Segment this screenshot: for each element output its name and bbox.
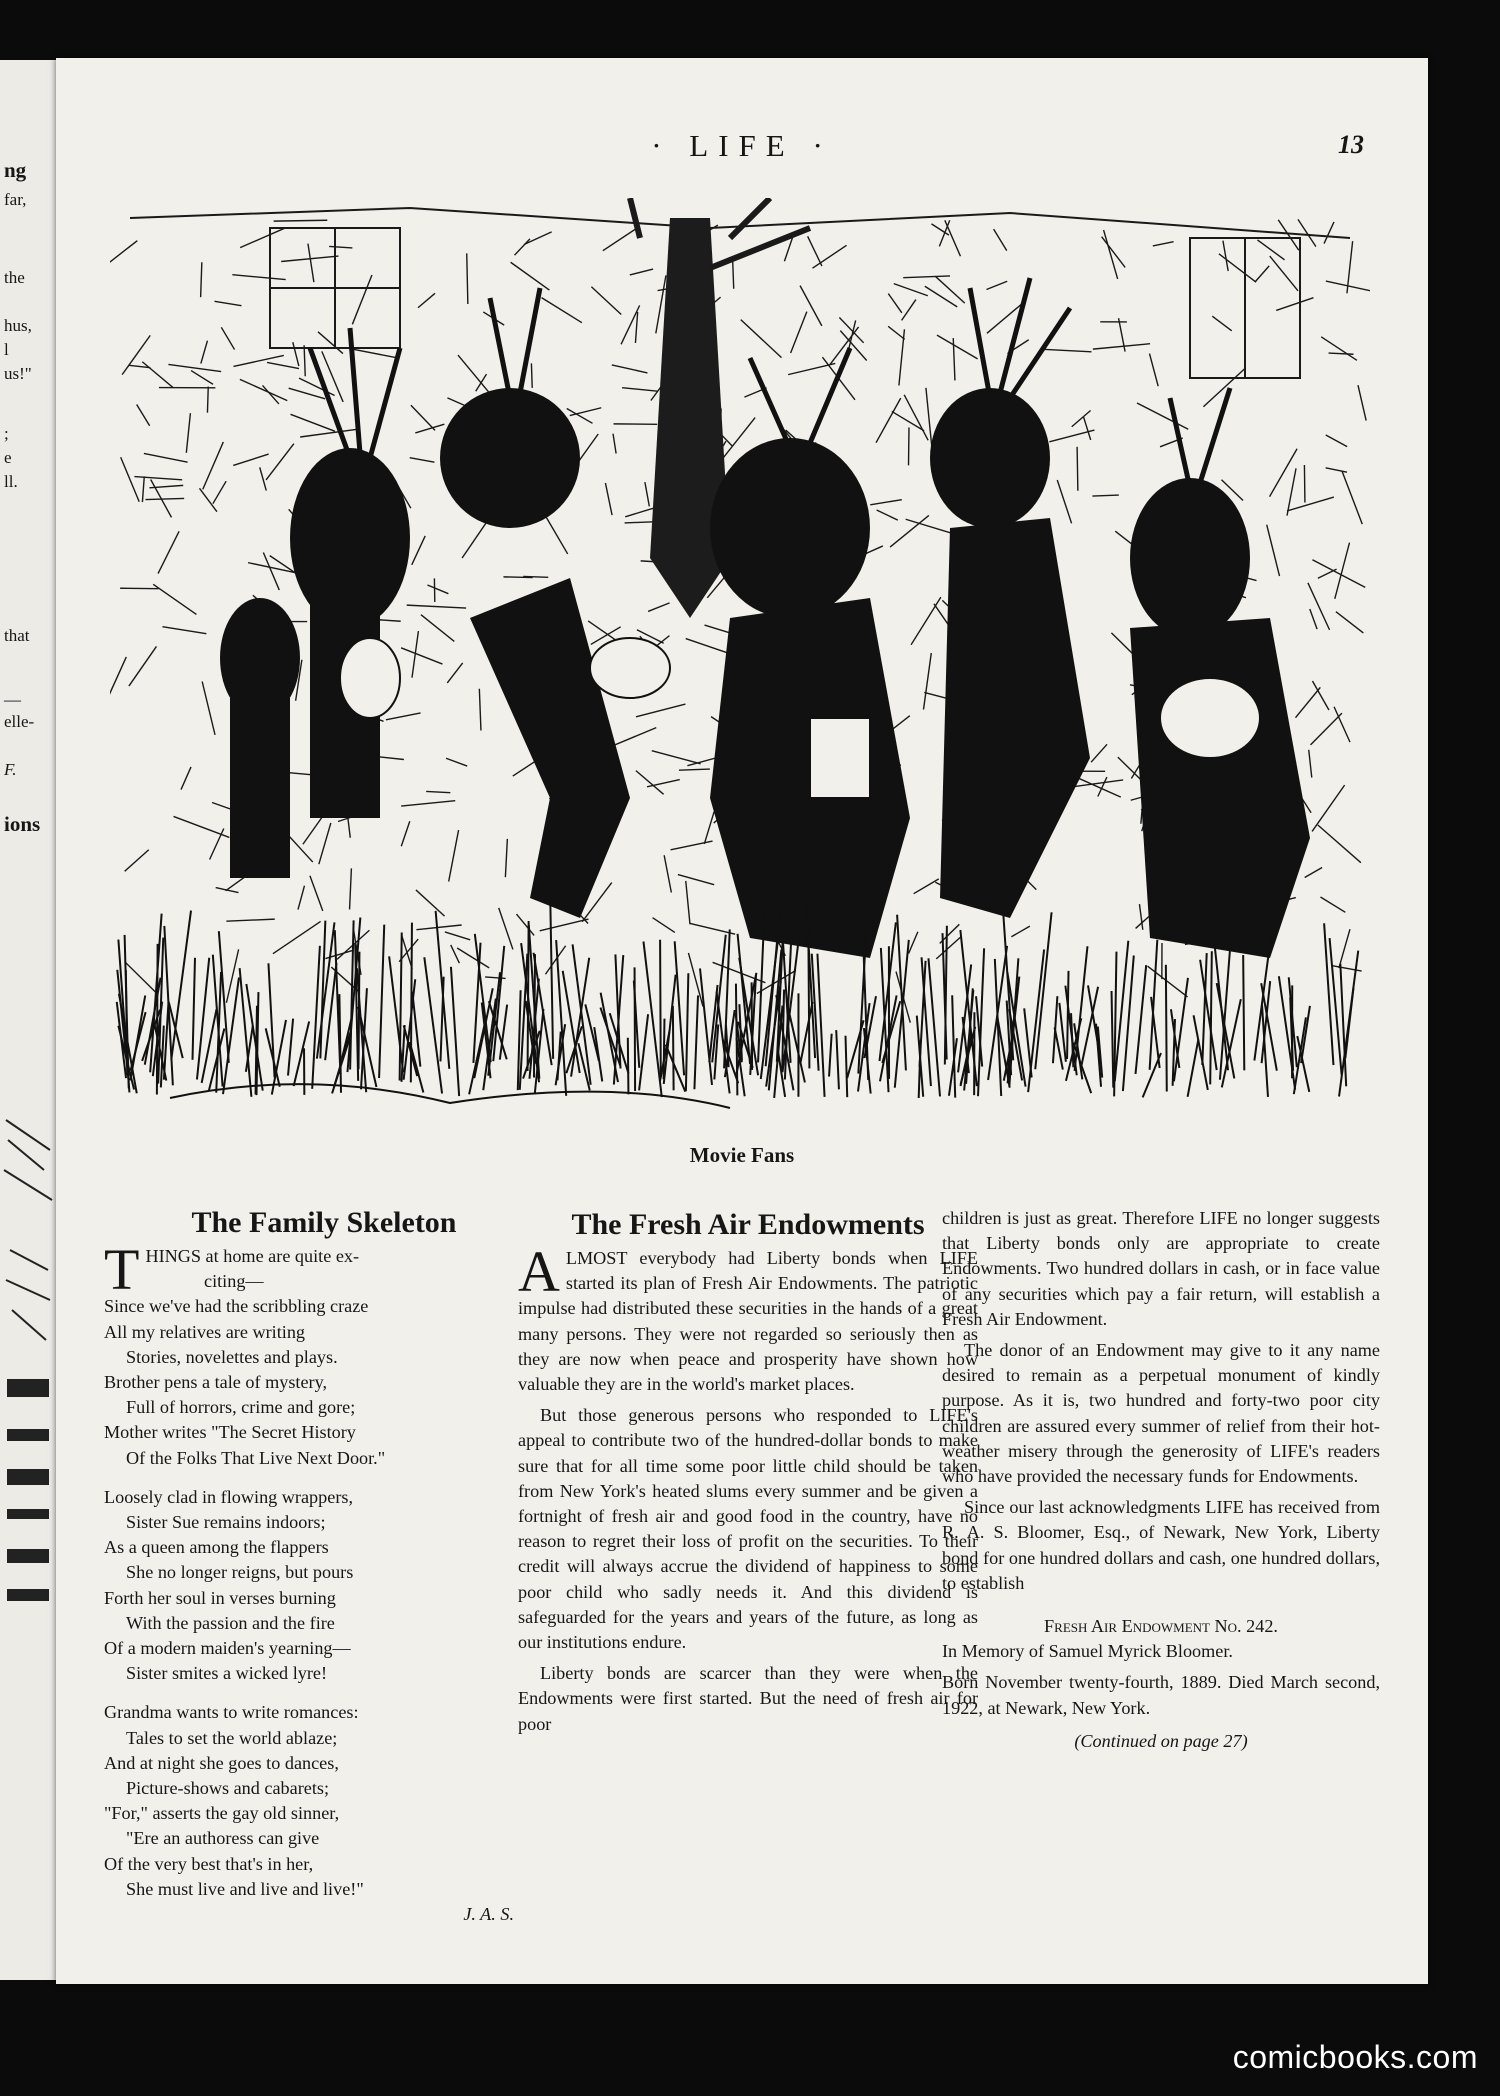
poem-line: With the passion and the fire: [126, 1612, 335, 1633]
poem-signature: J. A. S.: [463, 1904, 514, 1925]
previous-page-edge: [0, 60, 60, 1980]
poem-line: Sister smites a wicked lyre!: [126, 1663, 328, 1684]
poem-line: Of the very best that's in her,: [104, 1853, 314, 1874]
poem-line: "For," asserts the gay old sinner,: [104, 1803, 340, 1824]
prev-page-illustration-fragment: [0, 1110, 56, 1670]
endowment-heading: Fresh Air Endowment No. 242.: [1044, 1616, 1278, 1637]
poem-stanza-1: [104, 1237, 544, 1471]
illustration-caption: Movie Fans: [689, 1143, 795, 1167]
article-dropcap: A: [518, 1239, 560, 1304]
article-title: The Fresh Air Endowments: [571, 1208, 925, 1241]
poem-line: Stories, novelettes and plays.: [126, 1346, 338, 1367]
prev-page-fragment: us!": [4, 364, 32, 383]
poem-line: As a queen among the flappers: [104, 1537, 329, 1558]
poem-line: Mother writes "The Secret History: [104, 1422, 356, 1443]
poem-line: All my relatives are writing: [104, 1321, 306, 1342]
article-column-1: [518, 1206, 978, 1743]
poem-title: The Family Skeleton: [191, 1206, 457, 1239]
page-header: [56, 126, 1428, 166]
prev-page-fragment: ng: [4, 158, 27, 182]
poem-line: She must live and live and live!": [126, 1878, 364, 1899]
masthead: · LIFE ·: [651, 128, 833, 163]
poem-line: And at night she goes to dances,: [104, 1752, 339, 1773]
endowment-memory-line: In Memory of Samuel Myrick Bloomer.: [942, 1641, 1233, 1662]
poem-line: citing—: [204, 1271, 264, 1292]
article-column-2: [942, 1206, 1380, 1754]
poem-line: Tales to set the world ablaze;: [126, 1727, 338, 1748]
poem-line: Grandma wants to write romances:: [104, 1702, 359, 1723]
movie-fans-illustration: [110, 198, 1370, 1138]
poem-line: Forth her soul in verses burning: [104, 1587, 336, 1608]
prev-page-fragment: e: [4, 448, 12, 467]
page-number: 13: [1338, 130, 1364, 159]
prev-page-fragment: hus,: [4, 316, 32, 335]
poem-line: Full of horrors, crime and gore;: [126, 1397, 356, 1418]
poem-line: "Ere an authoress can give: [126, 1828, 320, 1849]
poem-line: Brother pens a tale of mystery,: [104, 1372, 328, 1393]
magazine-page: [56, 58, 1428, 1984]
poem-line: Of a modern maiden's yearning—: [104, 1638, 351, 1659]
poem-line: Sister Sue remains indoors;: [126, 1512, 326, 1533]
site-watermark: comicbooks.com: [1232, 2039, 1478, 2075]
article-paragraph-text: LMOST everybody had Liberty bonds when LIFE started its plan of Fresh Air Endowments. The patriotic impulse had distributed these securities in the hands of a great many persons. They were not regarded so seriously then as they are now when peace and prosperity have shown how valuable they are in the world's market places.: [518, 1248, 978, 1395]
article-paragraph: Liberty bonds are scarcer than they were when the Endowments were first started. But the need of fresh air for poor: [518, 1663, 978, 1734]
poem-line: Picture-shows and cabarets;: [126, 1778, 330, 1799]
poem-stanza-2: [104, 1485, 544, 1687]
prev-page-fragment: F.: [4, 760, 17, 779]
prev-page-fragment: far,: [4, 190, 27, 209]
article-paragraph: But those generous persons who responded to LIFE's appeal to contribute two of the hundred-dollar bonds to make sure that for all time some poor little child should be taken from New York's heated slums every summer and be given a fortnight of fresh air and good food in the country, have no reason to regret their loss of profit on the securities. To their credit will always accrue the dividend of happiness to some poor child who sadly needs it. And this dividend is safeguarded for the years and years of the future, as long as our institutions endure.: [518, 1405, 978, 1653]
poem-column: [104, 1198, 544, 1927]
endowment-dates: Born November twenty-fourth, 1889. Died March second, 1922, at Newark, New York.: [942, 1672, 1380, 1718]
prev-page-fragment: ;: [4, 424, 9, 443]
continued-note: (Continued on page 27): [1074, 1730, 1248, 1751]
prev-page-fragment: ions: [4, 812, 41, 836]
poem-line: Of the Folks That Live Next Door.": [126, 1447, 386, 1468]
poem-line: HINGS at home are quite ex-: [145, 1246, 360, 1266]
prev-page-fragment: elle-: [4, 712, 35, 731]
poem-line: Since we've had the scribbling craze: [104, 1296, 369, 1317]
prev-page-fragment: l: [4, 340, 9, 359]
prev-page-fragment: that: [4, 626, 30, 645]
endowment-memorial: [942, 1614, 1380, 1721]
poem-stanza-3: [104, 1700, 544, 1902]
article-paragraph: children is just as great. Therefore LIFE no longer suggests that Liberty bonds only are appropriate to create Endowments. Two hundred dollars in cash, or in face value of any securities which pay a fair return, will establish a Fresh Air Endowment.: [942, 1208, 1380, 1329]
poem-line: Loosely clad in flowing wrappers,: [104, 1486, 354, 1507]
poem-dropcap: T: [104, 1237, 140, 1302]
article-paragraph: The donor of an Endowment may give to it any name desired to remain as a perpetual monument of kindly purpose. As it is, two hundred and forty-two poor city children are assured every summer of relief from their hot-weather misery through the generosity of LIFE's readers who have provided the necessary funds for Endowments.: [942, 1340, 1380, 1487]
article-paragraph: [518, 1239, 978, 1397]
article-paragraph: Since our last acknowledgments LIFE has received from R. A. S. Bloomer, Esq., of Newark, New York, Liberty bond for one hundred dollars and cash, one hundred dollars, to establish: [942, 1497, 1380, 1593]
poem-line: She no longer reigns, but pours: [126, 1562, 354, 1583]
prev-page-fragment: the: [4, 268, 25, 287]
prev-page-fragment: —: [4, 690, 21, 709]
prev-page-fragment: ll.: [4, 472, 18, 491]
